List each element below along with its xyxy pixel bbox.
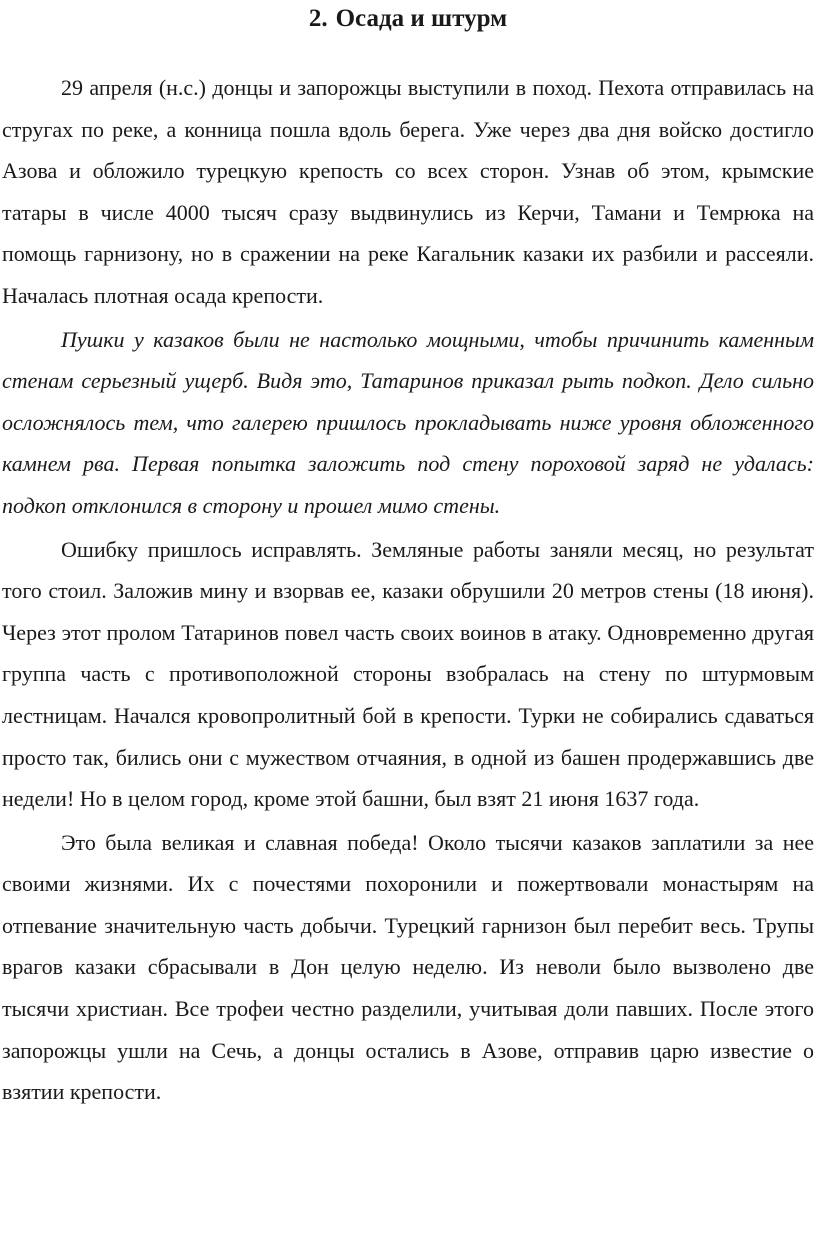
section-heading: [2, 0, 814, 36]
paragraph-assault: Ошибку пришлось исправлять. Земляные работы заняли месяц, но результат того стоил. Заложив мину и взорвав ее, казаки обрушили 20 метров стены (18 июня). Через этот пролом Татаринов повел часть своих воинов в атаку. Одновременно другая группа часть с противоположной стороны взобралась на стену по штурмовым лестницам. Начался кровопролитный бой в крепости. Турки не собирались сдаваться просто так, бились они с мужеством отчаяния, в одной из башен продержавшись две недели! Но в целом город, кроме этой башни, был взят 21 июня 1637 года.: [2, 536, 814, 812]
paragraph-siege-start: 29 апреля (н.с.) донцы и запорожцы выступили в поход. Пехота отправилась на стругах по реке, а конница пошла вдоль берега. Уже через два дня войско достигло Азова и обложило турецкую крепость со всех сторон. Узнав об этом, крымские татары в числе 4000 тысяч сразу выдвинулись из Керчи, Тамани и Темрюка на помощь гарнизону, но в сражении на реке Кагальник казаки их разбили и рассеяли. Началась плотная осада крепости.: [2, 75, 814, 308]
paragraph-victory: Это была великая и славная победа! Около тысячи казаков заплатили за нее своими жизнями. Их с почестями похоронили и пожертвовали монастырям на отпевание значительную часть добычи. Турецкий гарнизон был перебит весь. Трупы врагов казаки сбрасывали в Дон целую неделю. Из неволи было вызволено две тысячи христиан. Все трофеи честно разделили, учитывая доли павших. После этого запорожцы ушли на Сечь, а донцы остались в Азове, отправив царю известие о взятии крепости.: [2, 829, 814, 1105]
section-title: Осада и штурм: [335, 5, 508, 32]
paragraph-undermining: Пушки у казаков были не настолько мощными, чтобы причинить каменным стенам серьезный ущерб. Видя это, Татаринов приказал рыть подкоп. Дело сильно осложнялось тем, что галерею пришлось прокладывать ниже уровня обложенного камнем рва. Первая попытка заложить под стену пороховой заряд не удалась: подкоп отклонился в сторону и прошел мимо стены.: [2, 326, 814, 518]
section-number: 2.: [308, 5, 328, 32]
